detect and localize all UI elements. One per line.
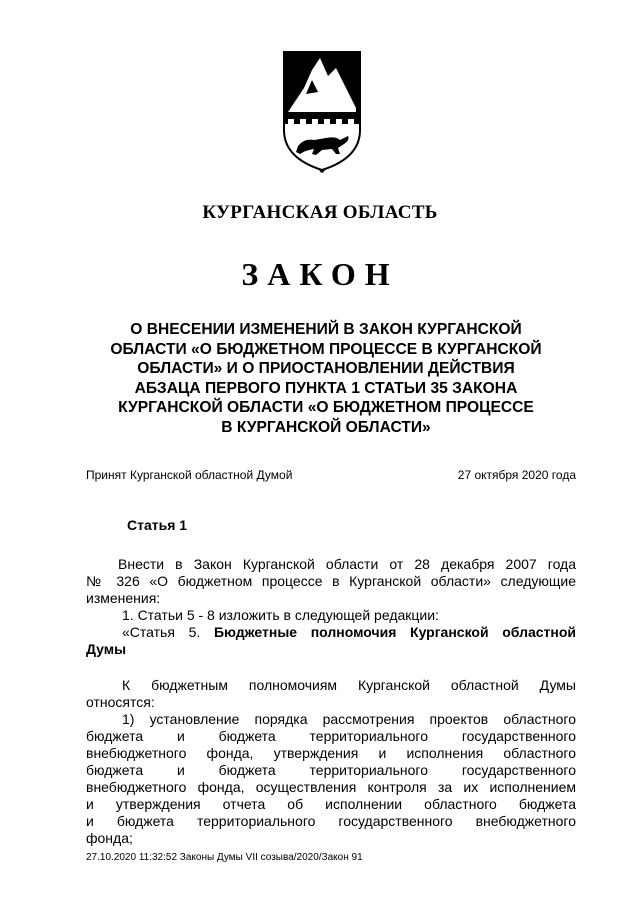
law-title-line: ОБЛАСТИ «О БЮДЖЕТНОМ ПРОЦЕССЕ В КУРГАНСКОЙ [110, 340, 542, 358]
paragraph-line: и бюджета территориального государственного внебюджетного [86, 813, 576, 829]
region-name: КУРГАНСКАЯ ОБЛАСТЬ [202, 202, 438, 223]
paragraph-line: К бюджетным полномочиям Курганской областной Думы [122, 677, 576, 693]
law-title-line: В КУРГАНСКОЙ ОБЛАСТИ» [221, 418, 431, 436]
paragraph-line: бюджета и бюджета территориального государственного [86, 728, 576, 744]
paragraph-line: № 326 «О бюджетном процессе в Курганской области» следующие [86, 573, 576, 589]
adopted-by: Принят Курганской областной Думой [86, 468, 293, 482]
article5-title-continued: Думы [86, 641, 127, 657]
article5-heading-line [86, 624, 576, 641]
list-item: 1. Статьи 5 - 8 изложить в следующей редакции: [122, 607, 439, 623]
document-type: ЗАКОН [241, 256, 399, 292]
law-title-line: АБЗАЦА ПЕРВОГО ПУНКТА 1 СТАТЬИ 35 ЗАКОНА [134, 379, 518, 397]
article5-prefix: «Статья 5. [122, 624, 201, 640]
paragraph-line: и утверждения отчета об исполнении областного бюджета [86, 796, 576, 812]
footer-stamp: 27.10.2020 11:32:52 Законы Думы VII созыва/2020/Закон 91 [86, 852, 363, 863]
paragraph-line: относятся: [86, 694, 155, 710]
article5-title: Бюджетные полномочия Курганской областной [213, 624, 577, 640]
paragraph-line: Внести в Закон Курганской области от 28 декабря 2007 года [118, 556, 576, 572]
paragraph-line: 1) установление порядка рассмотрения проектов областного [122, 711, 576, 727]
paragraph-line: внебюджетного фонда, утверждения и исполнения областного [86, 745, 576, 761]
law-title-line: О ВНЕСЕНИИ ИЗМЕНЕНИЙ В ЗАКОН КУРГАНСКОЙ [130, 321, 522, 338]
paragraph-line: фонда; [86, 830, 133, 846]
article-heading: Статья 1 [127, 517, 188, 533]
law-title [86, 320, 566, 437]
paragraph-line: бюджета и бюджета территориального государственного [86, 762, 576, 778]
adopted-date: 27 октября 2020 года [457, 468, 576, 482]
coat-of-arms-emblem [282, 50, 362, 176]
law-title-line: КУРГАНСКОЙ ОБЛАСТИ «О БЮДЖЕТНОМ ПРОЦЕССЕ [118, 399, 534, 416]
paragraph-line: внебюджетного фонда, осуществления контроля за их исполнением [86, 779, 576, 795]
law-title-line: ОБЛАСТИ» И О ПРИОСТАНОВЛЕНИИ ДЕЙСТВИЯ [137, 360, 515, 377]
paragraph-line: изменения: [86, 590, 161, 606]
